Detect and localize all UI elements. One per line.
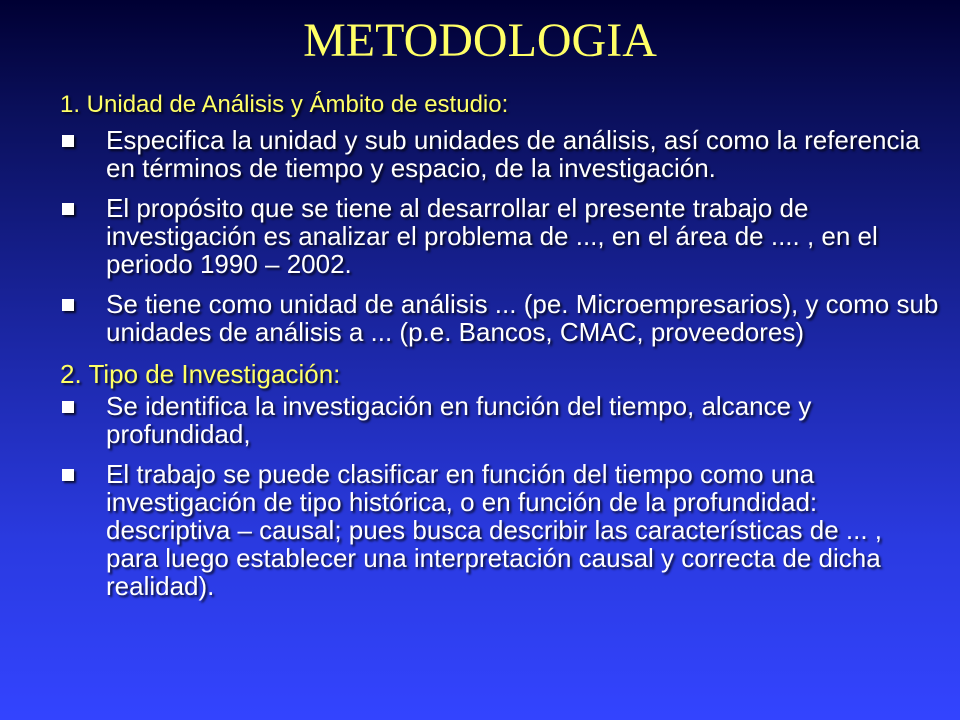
section-1-bullet-3 [60,290,940,346]
section-1-bullet-2 [60,194,940,278]
section-2-bullet-2 [60,460,940,600]
section-2-heading: 2. Tipo de Investigación: [60,359,341,389]
slide-content [60,90,940,612]
slide-title: METODOLOGIA [303,14,657,67]
bullet-text: Se tiene como unidad de análisis ... (pe. Microempresarios), y como sub unidades de análisis a ... (p.e. Bancos, CMAC, proveedores) [106,289,939,347]
square-bullet-icon [62,203,74,215]
bullet-text: El trabajo se puede clasificar en función del tiempo como una investigación de tipo histórica, o en función de la profundidad: descriptiva – causal; pues busca describir las características de ... , para luego establecer una interpretación causal y correcta de dicha realidad). [106,459,883,601]
square-bullet-icon [62,469,74,481]
section-2-bullet-1 [60,392,940,448]
bullet-text: Especifica la unidad y sub unidades de análisis, así como la referencia en términos de tiempo y espacio, de la investigación. [106,125,920,183]
square-bullet-icon [62,401,74,413]
square-bullet-icon [62,135,74,147]
section-1-bullet-1 [60,126,940,182]
square-bullet-icon [62,299,74,311]
section-1-heading: 1. Unidad de Análisis y Ámbito de estudio: [60,91,509,118]
bullet-text: Se identifica la investigación en función del tiempo, alcance y profundidad, [106,391,812,449]
bullet-text: El propósito que se tiene al desarrollar el presente trabajo de investigación es analizar el problema de ..., en el área de .... , en el periodo 1990 – 2002. [106,193,878,279]
